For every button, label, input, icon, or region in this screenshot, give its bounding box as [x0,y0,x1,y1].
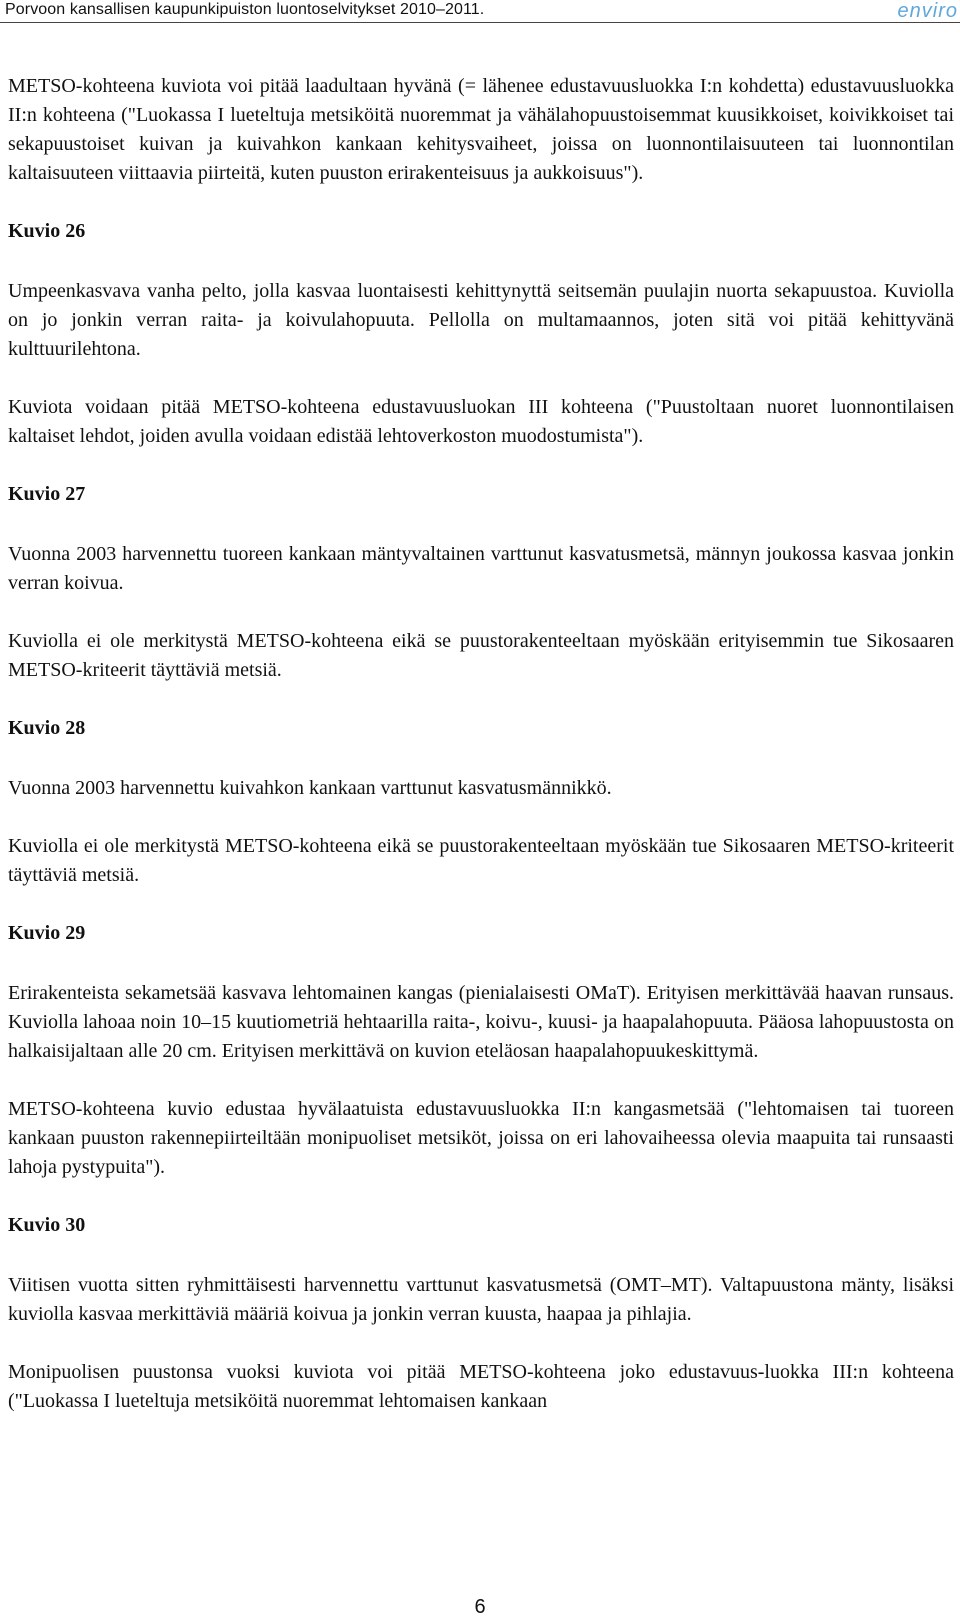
header-title: Porvoon kansallisen kaupunkipuiston luontoselvitykset 2010–2011. [5,1,485,18]
paragraph: Kuviolla ei ole merkitystä METSO-kohteena eikä se puustorakenteeltaan myöskään erityisemmin tue Sikosaaren METSO-kriteerit täyttäviä metsiä. [8,630,954,681]
paragraph: METSO-kohteena kuviota voi pitää laadultaan hyvänä (= lähenee edustavuusluokka I:n kohdetta) edustavuusluokka II:n kohteena ("Luokassa I lueteltuja metsiköitä nuoremmat ja vähälahopuustoisemmat kuusikkoiset, koivikkoiset tai sekapuustoiset kuivan ja kuivahkon kankaan kehitysvaiheet, joissa on luonnontilaisuuteen tai luonnontilan kaltaisuuteen viittaavia piirteitä, kuten puuston erirakenteisuus ja aukkoisuus"). [8,75,954,184]
paragraph: Monipuolisen puustonsa vuoksi kuviota voi pitää METSO-kohteena joko edustavuus-luokka III:n kohteena ("Luokassa I lueteltuja metsiköitä nuoremmat lehtomaisen kankaan [8,1361,954,1412]
document-body [8,72,954,1445]
paragraph: METSO-kohteena kuvio edustaa hyvälaatuista edustavuusluokka II:n kangasmetsää ("lehtomaisen tai tuoreen kankaan puuston rakennepiirteiltään monipuoliset metsiköt, joissa on eri lahovaiheessa olevia maapuita tai runsaasti lahoja pystypuita"). [8,1098,954,1178]
page-header [0,0,960,23]
paragraph: Vuonna 2003 harvennettu kuivahkon kankaan varttunut kasvatusmännikkö. [8,777,612,799]
paragraph: Erirakenteista sekametsää kasvava lehtomainen kangas (pienialaisesti OMaT). Erityisen merkittävää haavan runsaus. Kuviolla lahoaa noin 10–15 kuutiometriä hehtaarilla raita-, koivu-, kuusi- ja haapalahopuuta. Pääosa lahopuustosta on halkaisijaltaan alle 20 cm. Erityisen merkittävä on kuvion eteläosan haapalahopuukeskittymä. [8,982,954,1062]
paragraph: Viitisen vuotta sitten ryhmittäisesti harvennettu varttunut kasvatusmetsä (OMT–MT). Valtapuustona mänty, lisäksi kuviolla kasvaa merkittäviä määriä koivua ja jonkin verran kuusta, haapaa ja pihlajia. [8,1274,954,1325]
paragraph: Kuviota voidaan pitää METSO-kohteena edustavuusluokan III kohteena ("Puustoltaan nuoret luonnontilaisen kaltaiset lehdot, joiden avulla voidaan edistää lehtoverkoston muodostumista"). [8,396,954,447]
section-heading-kuvio-27: Kuvio 27 [8,483,86,505]
paragraph: Kuviolla ei ole merkitystä METSO-kohteena eikä se puustorakenteeltaan myöskään tue Sikosaaren METSO-kriteerit täyttäviä metsiä. [8,835,954,886]
section-heading-kuvio-28: Kuvio 28 [8,717,86,739]
section-heading-kuvio-26: Kuvio 26 [8,220,86,242]
enviro-logo: enviro [897,0,958,22]
page-number: 6 [474,1596,486,1618]
section-heading-kuvio-29: Kuvio 29 [8,922,86,944]
section-heading-kuvio-30: Kuvio 30 [8,1214,86,1236]
paragraph: Umpeenkasvava vanha pelto, jolla kasvaa luontaisesti kehittynyttä seitsemän puulajin nuorta sekapuustoa. Kuviolla on jo jonkin verran raita- ja koivulahopuuta. Pellolla on multamaannos, joten sitä voi pitää kehittyvänä kulttuurilehtona. [8,280,954,360]
paragraph: Vuonna 2003 harvennettu tuoreen kankaan mäntyvaltainen varttunut kasvatusmetsä, männyn joukossa kasvaa jonkin verran koivua. [8,543,954,594]
